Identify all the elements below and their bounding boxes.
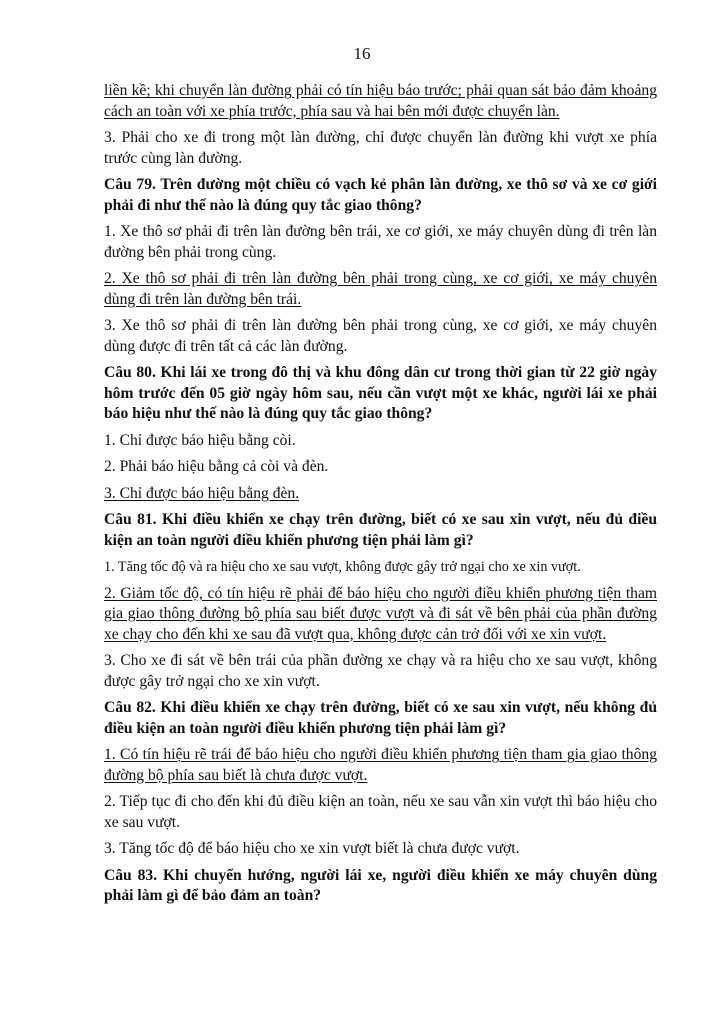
question-text: Câu 83. Khi chuyển hướng, người lái xe, người điều khiển xe máy chuyên dùng phải làm gì để bảo đảm an toàn?	[104, 866, 657, 904]
answer-option: 2. Tiếp tục đi cho đến khi đủ điều kiện an toàn, nếu xe sau vẫn xin vượt thì báo hiệu cho xe sau vượt.	[104, 793, 657, 831]
answer-option: 3. Cho xe đi sát về bên trái của phần đường xe chạy và ra hiệu cho xe sau vượt, không được gây trở ngại cho xe xin vượt.	[104, 652, 657, 690]
question-text: Câu 79. Trên đường một chiều có vạch kẻ phân làn đường, xe thô sơ và xe cơ giới phải đi như thế nào là đúng quy tắc giao thông?	[104, 176, 657, 214]
page-content	[104, 81, 657, 907]
page-number: 16	[353, 44, 371, 63]
correct-answer: 2. Giảm tốc độ, có tín hiệu rẽ phải để báo hiệu cho người điều khiển phương tiện tham gia giao thông đường bộ phía sau biết được vượt và đi sát về bên phải của phần đường xe chạy cho đến khi xe sau đã vượt qua, không được cản trở đối với xe xin vượt.	[104, 584, 657, 643]
answer-option: 3. Phải cho xe đi trong một làn đường, chỉ được chuyển làn đường khi vượt xe phía trước cùng làn đường.	[104, 129, 657, 167]
answer-option: 1. Tăng tốc độ và ra hiệu cho xe sau vượt, không được gây trở ngại cho xe xin vượt.	[104, 559, 581, 575]
answer-option: 3. Xe thô sơ phải đi trên làn đường bên phải trong cùng, xe cơ giới, xe máy chuyên dùng được đi trên tất cả các làn đường.	[104, 317, 657, 355]
question-text: Câu 81. Khi điều khiển xe chạy trên đường, biết có xe sau xin vượt, nếu đủ điều kiện an toàn người điều khiển phương tiện phải làm gì?	[104, 511, 657, 549]
correct-answer: 1. Có tín hiệu rẽ trái để báo hiệu cho người điều khiển phương tiện tham gia giao thông đường bộ phía sau biết là chưa được vượt.	[104, 746, 657, 784]
question-text: Câu 82. Khi điều khiển xe chạy trên đường, biết có xe sau xin vượt, nếu không đủ điều kiện an toàn người điều khiển phương tiện phải làm gì?	[104, 699, 657, 737]
answer-option: 3. Tăng tốc độ để báo hiệu cho xe xin vượt biết là chưa được vượt.	[104, 840, 520, 857]
answer-option: 1. Xe thô sơ phải đi trên làn đường bên trái, xe cơ giới, xe máy chuyên dùng đi trên làn đường bên phải trong cùng.	[104, 223, 657, 261]
correct-answer: 3. Chỉ được báo hiệu bằng đèn.	[104, 484, 300, 502]
answer-option: 2. Phải báo hiệu bằng cả còi và đèn.	[104, 458, 329, 475]
correct-answer: liền kề; khi chuyển làn đường phải có tín hiệu báo trước; phải quan sát bảo đảm khoảng cách an toàn với xe phía trước, phía sau và hai bên mới được chuyển làn.	[104, 82, 657, 120]
answer-option: 1. Chỉ được báo hiệu bằng còi.	[104, 431, 296, 449]
question-text: Câu 80. Khi lái xe trong đô thị và khu đông dân cư trong thời gian từ 22 giờ ngày hôm trước đến 05 giờ ngày hôm sau, nếu cần vượt một xe khác, người lái xe phải báo hiệu như thế nào là đúng quy tắc giao thông?	[104, 364, 657, 422]
correct-answer: 2. Xe thô sơ phải đi trên làn đường bên phải trong cùng, xe cơ giới, xe máy chuyên dùng đi trên làn đường bên trái.	[104, 270, 657, 308]
